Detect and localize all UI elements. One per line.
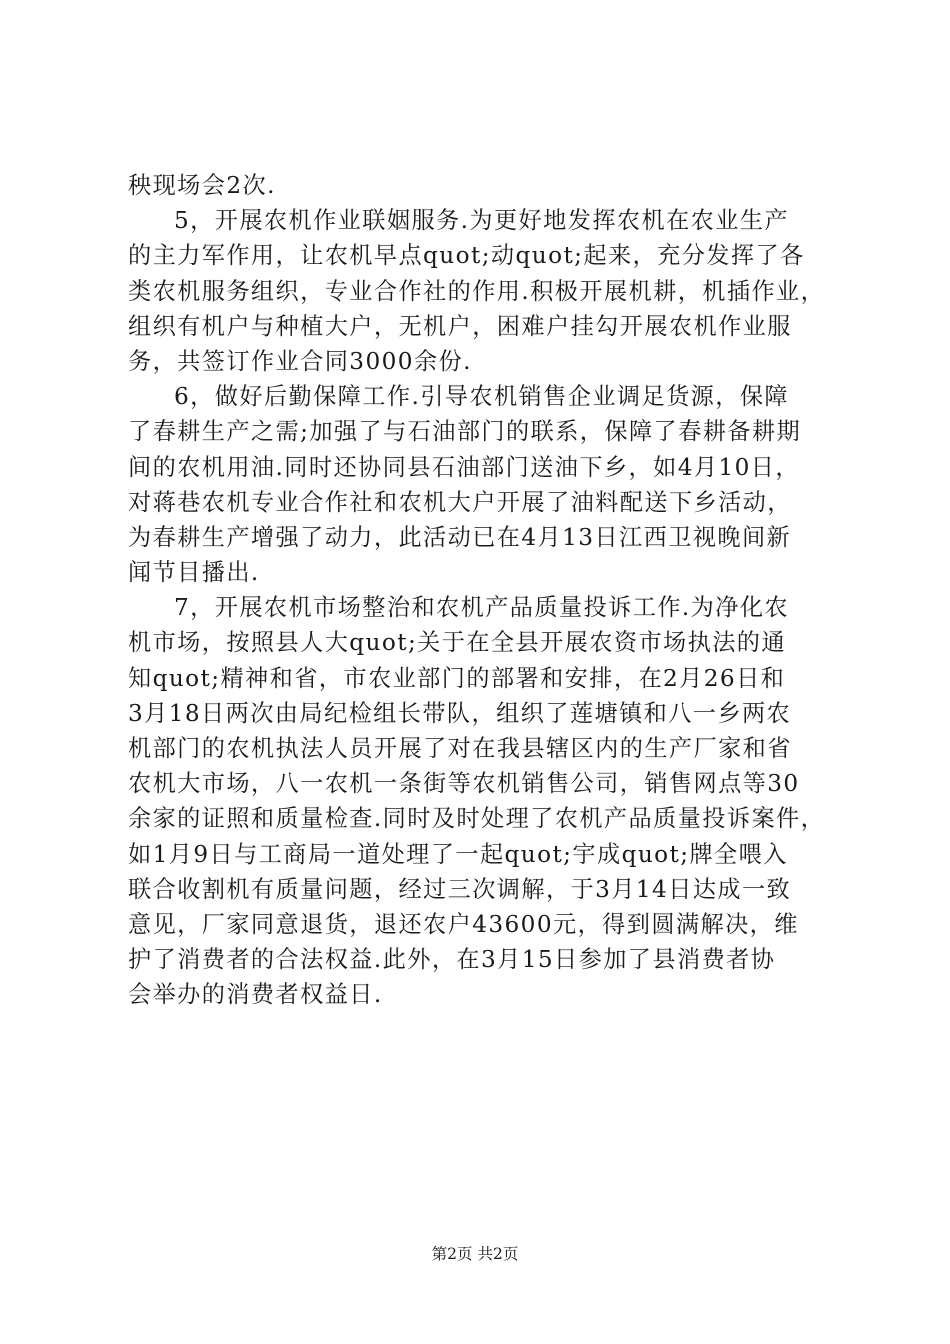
text-line: 闻节目播出. [128, 559, 260, 587]
text-line: 的主力军作用，让农机早点quot;动quot;起来，充分发挥了各 [128, 242, 805, 270]
text-line: 类农机服务组织，专业合作社的作用.积极开展机耕，机插作业， [128, 277, 826, 305]
text-line: 了春耕生产之需;加强了与石油部门的联系，保障了春耕备耕期 [128, 418, 802, 446]
text-line: 间的农机用油.同时还协同县石油部门送油下乡，如4月10日， [128, 453, 800, 481]
text-line: 机市场，按照县人大quot;关于在全县开展农资市场执法的通 [128, 629, 786, 657]
text-line: 组织有机户与种植大户，无机户，困难户挂勾开展农机作业服 [128, 312, 792, 340]
text-line: 秧现场会2次. [128, 172, 276, 199]
text-line: 农机大市场，八一农机一条街等农机销售公司，销售网点等30 [128, 770, 800, 798]
text-line: 3月18日两次由局纪检组长带队，组织了莲塘镇和八一乡两农 [128, 699, 792, 727]
document-body [128, 168, 828, 1013]
text-line: 5，开展农机作业联姻服务.为更好地发挥农机在农业生产 [174, 207, 790, 235]
page-footer: 第2页 共2页 [431, 1245, 519, 1263]
text-line: 余家的证照和质量检查.同时及时处理了农机产品质量投诉案件， [128, 805, 826, 833]
text-line: 联合收割机有质量问题，经过三次调解，于3月14日达成一致 [128, 875, 792, 903]
text-line: 知quot;精神和省，市农业部门的部署和安排，在2月26日和 [128, 664, 786, 692]
text-line: 如1月9日与工商局一道处理了一起quot;宇成quot;牌全喂入 [128, 840, 788, 868]
text-line: 为春耕生产增强了动力，此活动已在4月13日江西卫视晚间新 [128, 523, 792, 551]
text-line: 7，开展农机市场整治和农机产品质量投诉工作.为净化农 [174, 594, 790, 622]
text-line: 护了消费者的合法权益.此外，在3月15日参加了县消费者协 [128, 946, 776, 974]
text-line: 对蒋巷农机专业合作社和农机大户开展了油料配送下乡活动， [128, 488, 792, 516]
text-line: 意见，厂家同意退货，退还农户43600元，得到圆满解决，维 [128, 910, 799, 938]
text-line: 务，共签订作业合同3000余份. [128, 347, 472, 375]
text-line: 机部门的农机执法人员开展了对在我县辖区内的生产厂家和省 [128, 735, 792, 762]
text-line: 6，做好后勤保障工作.引导农机销售企业调足货源，保障 [174, 383, 790, 411]
text-line: 会举办的消费者权益日. [128, 981, 383, 1009]
